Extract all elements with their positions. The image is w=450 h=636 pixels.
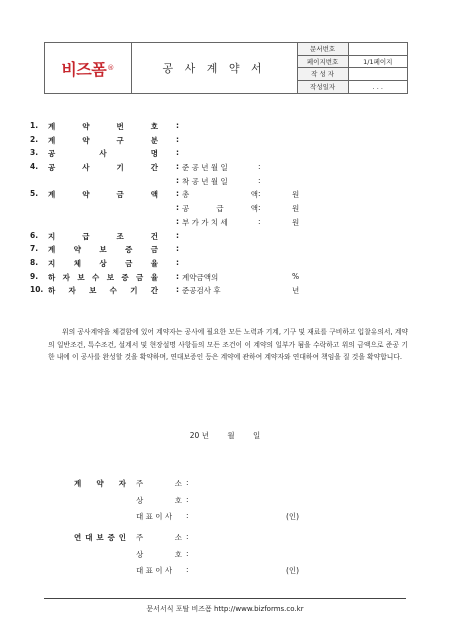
item-label-char: 공 <box>48 149 56 159</box>
item-label-char: 증 <box>121 272 129 282</box>
item-colon: : <box>176 162 179 172</box>
item-subkey <box>182 189 258 200</box>
party-field-label <box>136 532 182 543</box>
party-field-colon: : <box>186 494 189 504</box>
item-subkey-char: 액 <box>250 190 258 200</box>
party-label-char: 인 <box>118 533 126 542</box>
party-field-colon: : <box>186 478 189 487</box>
party-field-label-char: 주 <box>136 533 144 542</box>
party-label-char: 보 <box>96 533 104 542</box>
item-number: 6. <box>30 230 39 240</box>
item-subkey: 계약금액의 <box>182 272 219 282</box>
item-label <box>48 258 158 269</box>
party-field-label-char: 상 <box>136 549 144 559</box>
party-label-char: 약 <box>96 479 104 488</box>
item-label-char: 액 <box>150 190 158 200</box>
item-label-char: 약 <box>82 122 90 131</box>
party-field-label-char: 상 <box>136 495 144 505</box>
item-label-char: 율 <box>150 272 158 282</box>
date-month: 월 <box>227 431 235 440</box>
contract-item-row <box>30 135 410 149</box>
item-subkey: 착 공 년 월 일 <box>182 176 228 186</box>
party-label <box>74 532 126 543</box>
logo-text: 비즈폼 <box>61 59 107 79</box>
item-unit: 년 <box>292 286 300 296</box>
item-label-char: 호 <box>150 122 158 131</box>
item-label-char: 약 <box>82 135 90 145</box>
item-label-char: 기 <box>116 163 124 173</box>
item-label-char: 금 <box>125 258 133 268</box>
item-label-char: 구 <box>116 135 124 145</box>
item-colon: : <box>176 175 179 185</box>
item-label-char: 증 <box>125 245 133 255</box>
item-subkey-char: 급 <box>216 204 224 214</box>
item-colon: : <box>176 121 179 130</box>
item-label <box>48 272 158 283</box>
item-label-char: 사 <box>99 149 107 159</box>
contract-item-row <box>30 176 410 190</box>
party-field-label-char: 호 <box>174 549 182 559</box>
item-label-char: 보 <box>77 272 85 282</box>
meta-value <box>349 43 407 55</box>
signing-date <box>0 430 450 441</box>
item-unit: 원 <box>292 204 300 214</box>
item-label-char: 수 <box>92 272 100 282</box>
item-colon: : <box>176 216 179 226</box>
item-unit: 원 <box>292 217 300 227</box>
party-label-char: 증 <box>107 533 115 542</box>
item-label-char: 금 <box>116 190 124 200</box>
contract-item-row <box>30 217 410 231</box>
item-label-char: 보 <box>89 286 97 296</box>
contract-item-row <box>30 244 410 258</box>
contract-item-row <box>30 258 410 272</box>
meta-key: 페이지번호 <box>298 56 349 68</box>
item-label-char: 건 <box>150 231 158 241</box>
party-row <box>74 495 374 512</box>
item-label-char: 기 <box>130 286 138 296</box>
party-joint-guarantor <box>74 532 374 582</box>
date-year: 20 년 <box>189 431 209 440</box>
party-field-label-char: 주 <box>136 479 144 488</box>
party-field-label: 대 표 이 사 <box>136 512 173 521</box>
contract-items <box>30 121 410 299</box>
agreement-paragraph: 위의 공사계약을 체결함에 있어 계약자는 공사에 필요한 모든 노력과 기계, 기구 및 재료를 구비하고 입찰유의서, 계약의 일반조건, 특수조건, 설계서 및 현장설명 사항들의 모든 조건이 이 계약의 일부가 됨을 수락하고 위의 금액으로 준공 기한 내에 이 공사를 완성할 것을 확약하며, 연대보증인 등은 계약에 관하여 계약자와 연대하여 책임을 질 것을 확약합니다. <box>48 328 408 361</box>
item-colon: : <box>176 148 179 158</box>
contract-item-row <box>30 189 410 203</box>
item-unit: 원 <box>292 190 300 200</box>
item-number: 1. <box>30 121 39 130</box>
party-field-colon: : <box>186 532 189 541</box>
item-subkey-colon: : <box>258 189 261 199</box>
party-field-label <box>136 495 182 506</box>
party-label <box>74 478 126 489</box>
item-label-char: 보 <box>106 272 114 282</box>
meta-key: 문서번호 <box>298 43 349 55</box>
item-label <box>48 148 158 159</box>
item-colon: : <box>176 134 179 144</box>
party-label-char: 계 <box>74 479 82 488</box>
party-row <box>74 532 374 549</box>
contract-item-row <box>30 121 410 135</box>
contract-item-row <box>30 203 410 217</box>
document-header <box>44 42 408 94</box>
item-subkey-colon: : <box>258 162 261 172</box>
item-label-char: 지 <box>48 258 56 268</box>
party-label-char: 자 <box>118 479 126 488</box>
meta-row <box>298 68 407 81</box>
party-field-label-char: 소 <box>174 479 182 488</box>
party-field-label <box>136 549 182 560</box>
item-label-char: 계 <box>48 122 56 131</box>
item-label <box>48 189 158 200</box>
meta-key: 작 성 자 <box>298 68 349 80</box>
meta-row <box>298 81 407 94</box>
date-day: 일 <box>252 431 261 440</box>
item-unit: % <box>292 271 300 281</box>
item-label-char: 간 <box>150 286 158 296</box>
seal-mark: (인) <box>286 566 300 575</box>
item-number: 10. <box>30 285 44 295</box>
item-label <box>48 162 158 173</box>
item-colon: : <box>176 285 179 295</box>
meta-row <box>298 43 407 56</box>
item-label-char: 명 <box>150 149 158 159</box>
item-subkey-char: 액 <box>250 204 258 214</box>
item-label-char: 금 <box>136 272 144 282</box>
item-subkey: 준공검사 후 <box>182 286 221 296</box>
item-colon: : <box>176 271 179 281</box>
item-subkey-colon: : <box>258 203 261 213</box>
item-colon: : <box>176 257 179 267</box>
item-label <box>48 135 158 146</box>
item-subkey-char: 공 <box>182 204 190 214</box>
item-label-char: 율 <box>150 258 158 268</box>
logo <box>45 43 132 93</box>
meta-value: 1/1페이지 <box>363 57 393 66</box>
item-label-char: 지 <box>48 231 56 241</box>
item-label-char: 체 <box>73 258 81 268</box>
party-label-char: 연 <box>74 533 82 542</box>
item-label-char: 계 <box>48 245 56 255</box>
item-label <box>48 231 158 242</box>
item-label-char: 보 <box>99 245 107 255</box>
item-subkey-colon: : <box>258 216 261 226</box>
contract-item-row <box>30 285 410 299</box>
item-label-char: 번 <box>116 122 124 131</box>
item-number: 2. <box>30 134 39 144</box>
item-number: 5. <box>30 189 39 199</box>
item-label-char: 자 <box>68 286 76 296</box>
item-number: 8. <box>30 257 39 267</box>
item-label-char: 하 <box>48 286 56 296</box>
party-row <box>74 511 374 528</box>
meta-value: . . . <box>372 82 383 91</box>
title-cell <box>132 43 298 93</box>
item-label-char: 급 <box>82 231 90 241</box>
meta-row <box>298 56 407 69</box>
item-label-char: 사 <box>82 163 90 173</box>
item-colon: : <box>176 203 179 213</box>
item-label-char: 금 <box>150 245 158 255</box>
meta-table <box>298 43 407 93</box>
item-colon: : <box>176 244 179 254</box>
contract-item-row <box>30 162 410 176</box>
party-row <box>74 478 374 495</box>
item-label-char: 조 <box>116 231 124 241</box>
party-field-label <box>136 478 182 489</box>
seal-mark: (인) <box>286 512 300 521</box>
document-title: 공 사 계 약 서 <box>162 62 266 75</box>
party-contractor <box>74 478 374 528</box>
item-colon: : <box>176 189 179 199</box>
item-subkey-char: 총 <box>182 190 190 200</box>
party-row <box>74 549 374 566</box>
contract-item-row <box>30 231 410 245</box>
item-label-char: 계 <box>48 135 56 145</box>
item-label <box>48 121 158 132</box>
item-subkey: 준 공 년 월 일 <box>182 163 228 173</box>
item-label-char: 분 <box>150 135 158 145</box>
contract-item-row <box>30 148 410 162</box>
footer-divider <box>44 598 406 599</box>
party-field-colon: : <box>186 548 189 558</box>
item-label-char: 자 <box>62 272 70 282</box>
party-field-label: 대 표 이 사 <box>136 566 173 575</box>
party-field-label-char: 소 <box>174 533 182 542</box>
party-label-char: 대 <box>85 533 93 542</box>
item-label-char: 상 <box>99 258 107 268</box>
footer-text: 문서서식 포탈 비즈폼 http://www.bizforms.co.kr <box>146 605 304 613</box>
item-label-char: 하 <box>48 272 56 282</box>
registered-mark: ® <box>107 64 115 72</box>
item-label <box>48 285 158 296</box>
item-subkey-colon: : <box>258 175 261 185</box>
item-label-char: 계 <box>48 190 56 200</box>
meta-value <box>349 68 407 80</box>
item-label-char: 수 <box>109 286 117 296</box>
item-label-char: 공 <box>48 163 56 173</box>
party-row <box>74 565 374 582</box>
item-subkey <box>182 203 258 214</box>
item-number: 4. <box>30 162 39 172</box>
item-subkey: 부 가 가 치 세 <box>182 217 228 227</box>
item-label-char: 약 <box>82 190 90 200</box>
party-field-colon: : <box>186 565 189 574</box>
contract-item-row <box>30 272 410 286</box>
item-label-char: 약 <box>73 245 81 255</box>
item-number: 9. <box>30 271 39 281</box>
item-label <box>48 244 158 255</box>
meta-key: 작성일자 <box>298 81 349 94</box>
item-number: 7. <box>30 244 39 254</box>
party-field-label-char: 호 <box>174 495 182 505</box>
item-colon: : <box>176 230 179 240</box>
item-label-char: 간 <box>150 163 158 173</box>
party-field-colon: : <box>186 511 189 520</box>
item-number: 3. <box>30 148 39 158</box>
